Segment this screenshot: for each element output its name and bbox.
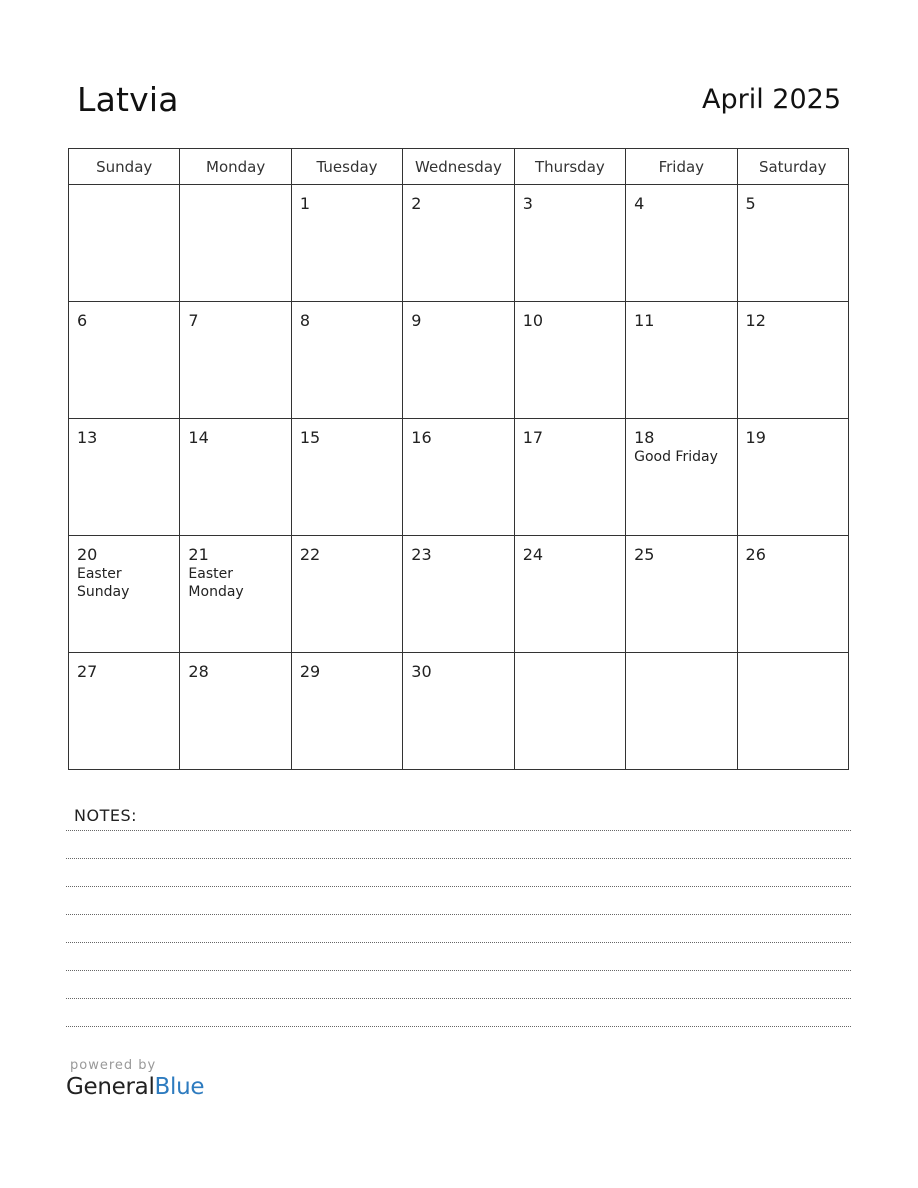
day-number: 8 [299, 311, 311, 330]
day-number: 14 [188, 428, 209, 447]
calendar-grid [68, 148, 849, 770]
day-number: 5 [745, 194, 756, 213]
week-row [69, 653, 849, 770]
note-line [66, 858, 851, 859]
day-number: 17 [522, 428, 544, 447]
holiday-label: Easter Sunday [77, 566, 130, 600]
day-number: 29 [299, 662, 321, 681]
day-cell [69, 419, 180, 536]
day-cell [626, 185, 737, 302]
day-cell [180, 419, 291, 536]
day-cell [180, 185, 291, 302]
week-row [69, 536, 849, 653]
note-line [66, 886, 851, 887]
day-number: 21 [188, 545, 209, 564]
logo-general-text: General [66, 1074, 155, 1100]
note-line [66, 942, 851, 943]
day-cell [514, 302, 625, 419]
day-number: 6 [77, 311, 88, 330]
day-cell [514, 536, 625, 653]
weekday-sunday: Sunday [69, 149, 180, 185]
day-number: 20 [77, 545, 98, 564]
month-title: April 2025 [701, 84, 841, 115]
day-number: 9 [411, 311, 422, 330]
day-cell [180, 536, 291, 653]
day-number: 24 [522, 545, 544, 564]
day-cell [514, 653, 625, 770]
country-title: Latvia [77, 80, 179, 119]
weekday-saturday: Saturday [737, 149, 848, 185]
weekday-tuesday: Tuesday [291, 149, 402, 185]
week-row [69, 419, 849, 536]
day-cell [291, 302, 402, 419]
day-cell [291, 185, 402, 302]
day-cell [180, 653, 291, 770]
day-cell [69, 653, 180, 770]
day-cell [403, 302, 514, 419]
day-cell [626, 536, 737, 653]
logo-blue-text: Blue [154, 1074, 205, 1100]
week-row [69, 302, 849, 419]
weekday-thursday: Thursday [514, 149, 625, 185]
day-cell [69, 302, 180, 419]
day-cell [403, 185, 514, 302]
day-number: 18 [634, 428, 655, 447]
day-cell [69, 536, 180, 653]
day-cell [403, 419, 514, 536]
day-number: 27 [77, 662, 98, 681]
day-number: 11 [634, 311, 655, 330]
day-cell [291, 536, 402, 653]
day-number: 1 [299, 194, 311, 213]
day-cell [626, 302, 737, 419]
day-number: 16 [411, 428, 432, 447]
day-cell [626, 653, 737, 770]
day-number: 2 [411, 194, 422, 213]
weekday-monday: Monday [180, 149, 291, 185]
weekday-wednesday: Wednesday [403, 149, 514, 185]
day-cell [403, 536, 514, 653]
day-cell [69, 185, 180, 302]
day-cell [626, 419, 737, 536]
day-number: 4 [634, 194, 645, 213]
day-cell [737, 185, 848, 302]
day-cell [737, 302, 848, 419]
note-line [66, 970, 851, 971]
day-number: 30 [411, 662, 432, 681]
day-cell [180, 302, 291, 419]
week-row [69, 185, 849, 302]
weekday-friday: Friday [626, 149, 737, 185]
weekday-header-row [69, 149, 849, 185]
day-number: 25 [634, 545, 655, 564]
day-cell [514, 419, 625, 536]
day-number: 3 [522, 194, 533, 213]
day-number: 10 [522, 311, 544, 330]
holiday-label: Easter Monday [188, 566, 244, 600]
day-number: 22 [299, 545, 321, 564]
generalblue-logo [66, 1074, 204, 1100]
day-number: 23 [411, 545, 432, 564]
day-number: 15 [299, 428, 321, 447]
note-line [66, 914, 851, 915]
day-cell [737, 536, 848, 653]
day-number: 12 [745, 311, 766, 330]
notes-label: NOTES: [74, 806, 137, 825]
note-line [66, 830, 851, 831]
day-number: 13 [77, 428, 98, 447]
day-cell [514, 185, 625, 302]
day-number: 26 [745, 545, 766, 564]
day-cell [291, 653, 402, 770]
day-number: 7 [188, 311, 199, 330]
day-cell [737, 653, 848, 770]
note-line [66, 1026, 851, 1027]
day-number: 19 [745, 428, 766, 447]
day-number: 28 [188, 662, 209, 681]
day-cell [737, 419, 848, 536]
day-cell [291, 419, 402, 536]
powered-by-text: powered by [70, 1058, 157, 1073]
holiday-label: Good Friday [634, 449, 718, 465]
note-line [66, 998, 851, 999]
day-cell [403, 653, 514, 770]
